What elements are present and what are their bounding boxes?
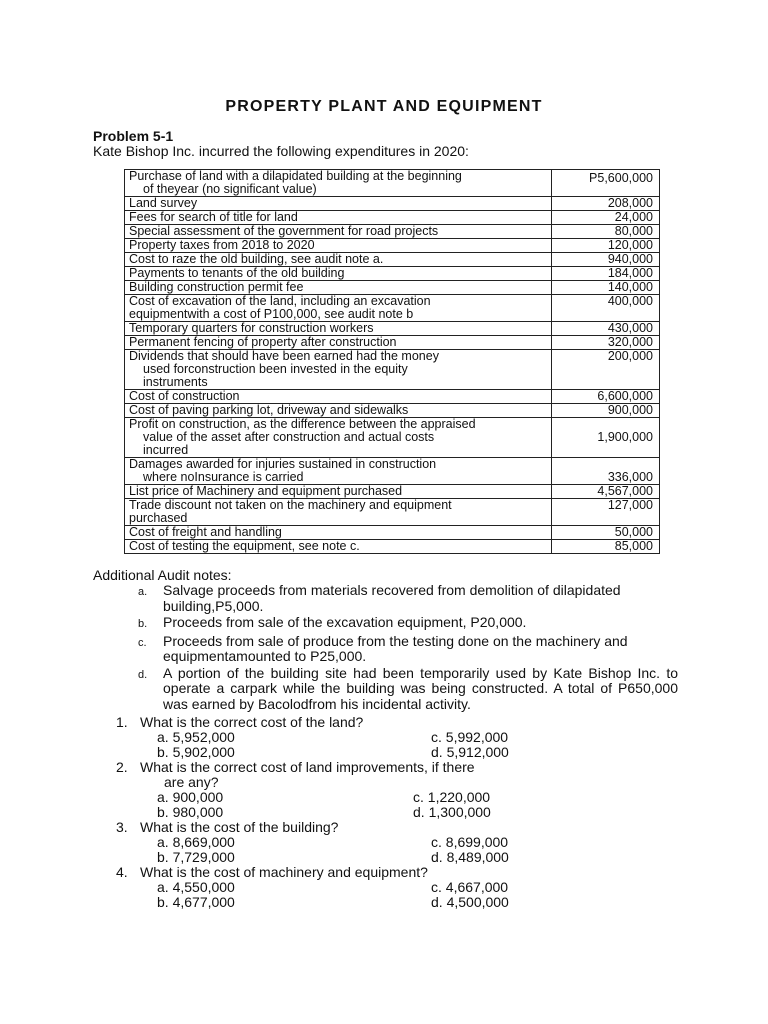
table-row: [125, 170, 660, 197]
expense-description: Purchase of land with a dilapidated building at the beginning of theyear (no significant value): [125, 170, 552, 197]
expense-description: Fees for search of title for land: [125, 211, 552, 225]
expense-description: List price of Machinery and equipment purchased: [125, 485, 552, 499]
expense-description: Profit on construction, as the difference between the appraised value of the asset after construction and actual costs incurred: [125, 418, 552, 458]
expense-amount: 184,000: [552, 267, 660, 281]
option: c. 8,699,000: [431, 834, 509, 850]
table-row: [125, 390, 660, 404]
expense-amount: 6,600,000: [552, 390, 660, 404]
option: a. 4,550,000: [157, 879, 235, 895]
expense-amount: 127,000: [552, 499, 660, 526]
expense-amount: 940,000: [552, 253, 660, 267]
table-row: [125, 267, 660, 281]
expense-description: Cost of testing the equipment, see note c.: [125, 540, 552, 554]
expense-description: Permanent fencing of property after construction: [125, 336, 552, 350]
expense-amount: 4,567,000: [552, 485, 660, 499]
audit-note: d. A portion of the building site had been temporarily used by Kate Bishop Inc. to operate a carpark while the building was being constructed. A total of P650,000 was earned by Bacolodfrom his incidental activity.: [138, 664, 678, 712]
table-row: [125, 499, 660, 526]
audit-notes-heading: Additional Audit notes:: [93, 567, 232, 583]
table-row: [125, 225, 660, 239]
table-row: [125, 239, 660, 253]
audit-note: c. Proceeds from sale of produce from the testing done on the machinery and equipmentamounted to P25,000.: [138, 632, 628, 664]
table-row: [125, 281, 660, 295]
option: b. 4,677,000: [157, 894, 235, 910]
expense-amount: 320,000: [552, 336, 660, 350]
option: c. 4,667,000: [431, 879, 509, 895]
expense-amount: 1,900,000: [552, 418, 660, 458]
option: d. 8,489,000: [431, 849, 509, 865]
table-row: [125, 485, 660, 499]
expense-description: Special assessment of the government for road projects: [125, 225, 552, 239]
table-row: [125, 322, 660, 336]
expense-description: Cost of construction: [125, 390, 552, 404]
table-row: [125, 295, 660, 322]
table-row: [125, 526, 660, 540]
question: 2. What is the correct cost of land improvements, if there are any? a. 900,000 c. 1,220,000 b. 980,000 d. 1,300,000: [116, 760, 636, 820]
expenditures-table: [124, 169, 660, 554]
question: 4. What is the cost of machinery and equipment? a. 4,550,000 c. 4,667,000 b. 4,677,000 d. 4,500,000: [116, 865, 636, 910]
expense-amount: 85,000: [552, 540, 660, 554]
audit-note: b. Proceeds from sale of the excavation equipment, P20,000.: [138, 614, 527, 630]
expense-description: Dividends that should have been earned had the money used forconstruction been invested in the equity instruments: [125, 350, 552, 390]
audit-note: a. Salvage proceeds from materials recovered from demolition of dilapidated building,P5,000.: [138, 582, 621, 614]
question: 1. What is the correct cost of the land? a. 5,952,000 c. 5,992,000 b. 5,902,000 d. 5,912,000: [116, 715, 636, 760]
expense-description: Building construction permit fee: [125, 281, 552, 295]
option: a. 900,000: [157, 789, 224, 805]
expense-amount: 336,000: [552, 458, 660, 485]
expense-amount: 80,000: [552, 225, 660, 239]
expense-amount: 120,000: [552, 239, 660, 253]
expense-description: Land survey: [125, 197, 552, 211]
option: b. 7,729,000: [157, 849, 235, 865]
table-row: [125, 418, 660, 458]
option: d. 4,500,000: [431, 894, 509, 910]
question: 3. What is the cost of the building? a. 8,669,000 c. 8,699,000 b. 7,729,000 d. 8,489,000: [116, 820, 636, 865]
expense-amount: 24,000: [552, 211, 660, 225]
expense-amount: 900,000: [552, 404, 660, 418]
table-row: [125, 350, 660, 390]
expense-description: Temporary quarters for construction workers: [125, 322, 552, 336]
expense-amount: 50,000: [552, 526, 660, 540]
option: a. 5,952,000: [157, 729, 235, 745]
option: c. 1,220,000: [413, 789, 491, 805]
expense-amount: 200,000: [552, 350, 660, 390]
table-row: [125, 336, 660, 350]
expense-amount: 400,000: [552, 295, 660, 322]
expense-amount: 430,000: [552, 322, 660, 336]
table-row: [125, 211, 660, 225]
expense-description: Payments to tenants of the old building: [125, 267, 552, 281]
table-row: [125, 253, 660, 267]
expense-amount: 140,000: [552, 281, 660, 295]
audit-notes-list: [138, 583, 678, 713]
expense-description: Property taxes from 2018 to 2020: [125, 239, 552, 253]
option: a. 8,669,000: [157, 834, 235, 850]
table-row: [125, 458, 660, 485]
table-row: [125, 540, 660, 554]
option: d. 5,912,000: [431, 744, 509, 760]
option: b. 5,902,000: [157, 744, 235, 760]
questions-list: [116, 715, 636, 910]
table-row: [125, 404, 660, 418]
option: c. 5,992,000: [431, 729, 509, 745]
expense-amount: 208,000: [552, 197, 660, 211]
expense-description: Trade discount not taken on the machinery and equipment purchased: [125, 499, 552, 526]
expense-amount: P5,600,000: [552, 170, 660, 197]
problem-heading: Problem 5-1: [93, 128, 174, 144]
expense-description: Damages awarded for injuries sustained in construction where noInsurance is carried: [125, 458, 552, 485]
expense-description: Cost of paving parking lot, driveway and sidewalks: [125, 404, 552, 418]
expense-description: Cost of freight and handling: [125, 526, 552, 540]
option: d. 1,300,000: [413, 804, 491, 820]
page-title: PROPERTY PLANT AND EQUIPMENT: [225, 98, 543, 115]
expense-description: Cost to raze the old building, see audit note a.: [125, 253, 552, 267]
expense-description: Cost of excavation of the land, including an excavation equipmentwith a cost of P100,000, see audit note b: [125, 295, 552, 322]
problem-intro: Kate Bishop Inc. incurred the following expenditures in 2020:: [93, 143, 469, 159]
option: b. 980,000: [157, 804, 224, 820]
table-row: [125, 197, 660, 211]
